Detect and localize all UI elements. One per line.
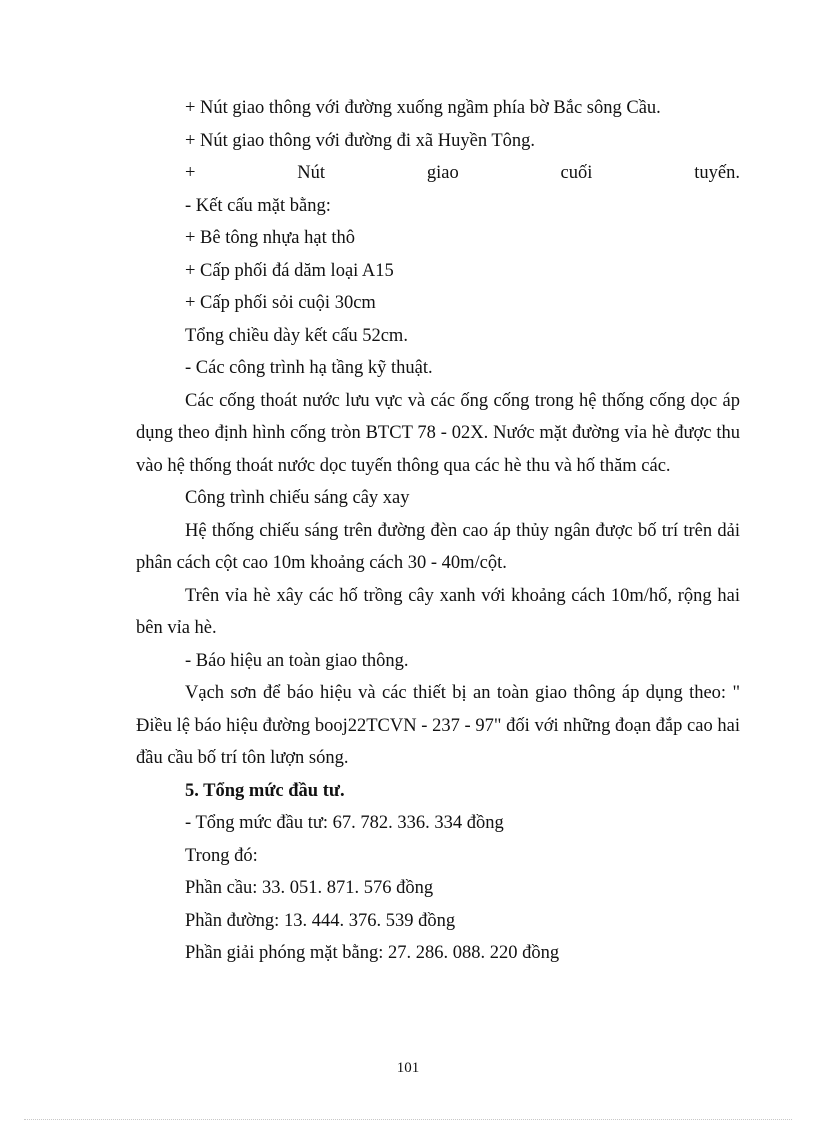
text-line-gravel: + Cấp phối sỏi cuội 30cm bbox=[185, 293, 376, 313]
page-number: 101 bbox=[396, 1060, 420, 1076]
text-line-infrastructure: - Các công trình hạ tầng kỹ thuật. bbox=[185, 358, 433, 378]
text-line-traffic-safety: - Báo hiệu an toàn giao thông. bbox=[185, 650, 409, 671]
word: giao bbox=[426, 163, 459, 183]
text-line-clearance-cost: Phần giải phóng mặt bằng: 27. 286. 088. 220 đồng bbox=[185, 943, 560, 963]
word: cuối bbox=[560, 163, 593, 183]
word: tuyến. bbox=[694, 163, 740, 183]
text-line-lighting-heading: Công trình chiếu sáng cây xay bbox=[185, 488, 410, 508]
section-heading-investment: 5. Tổng mức đầu tư. bbox=[185, 780, 345, 801]
bottom-divider bbox=[24, 1119, 792, 1120]
paragraph-trees bbox=[136, 580, 740, 645]
text-line-in-which: Trong đó: bbox=[185, 845, 258, 866]
paragraph-lighting bbox=[136, 515, 740, 580]
word: Nút bbox=[297, 163, 326, 183]
paragraph-road-marking bbox=[136, 677, 740, 775]
text-line-asphalt: + Bê tông nhựa hạt thô bbox=[185, 228, 355, 248]
text-line-crushed-stone: + Cấp phối đá dăm loại A15 bbox=[185, 260, 394, 281]
word: + bbox=[185, 163, 196, 183]
paragraph-drainage bbox=[136, 385, 740, 483]
body-text bbox=[136, 92, 740, 970]
text-line-total-thickness: Tổng chiều dày kết cấu 52cm. bbox=[185, 325, 408, 346]
paragraph-drainage-text: Các cống thoát nước lưu vực và các ống cống trong hệ thống cống dọc áp dụng theo định hình cống tròn BTCT 78 - 02X. Nước mặt đường vỉa hè được thu vào hệ thống thoát nước dọc tuyến thông qua các hè thu và hố thăm các. bbox=[136, 390, 740, 476]
text-line-surface-structure: - Kết cấu mặt bằng: bbox=[185, 195, 331, 216]
text-line-junction-huyen-tong: + Nút giao thông với đường đi xã Huyền Tông. bbox=[185, 130, 536, 151]
paragraph-lighting-text: Hệ thống chiếu sáng trên đường đèn cao áp thủy ngân được bố trí trên dải phân cách cột cao 10m khoảng cách 30 - 40m/cột. bbox=[136, 520, 740, 573]
paragraph-trees-text: Trên vỉa hè xây các hố trồng cây xanh với khoảng cách 10m/hố, rộng hai bên vỉa hè. bbox=[136, 585, 740, 638]
text-line-bridge-cost: Phần cầu: 33. 051. 871. 576 đồng bbox=[185, 878, 434, 898]
text-line-junction-end bbox=[136, 157, 740, 190]
text-line-junction-north-bank: + Nút giao thông với đường xuống ngầm phía bờ Bắc sông Cầu. bbox=[185, 98, 661, 118]
text-line-total-investment: - Tổng mức đầu tư: 67. 782. 336. 334 đồng bbox=[185, 813, 504, 833]
paragraph-road-marking-text: Vạch sơn để báo hiệu và các thiết bị an toàn giao thông áp dụng theo: " Điều lệ báo hiệu đường booj22TCVN - 237 - 97" đối với những đoạn đắp cao hai đầu cầu bố trí tôn lượn sóng. bbox=[136, 683, 740, 768]
text-line-road-cost: Phần đường: 13. 444. 376. 539 đồng bbox=[185, 910, 456, 931]
